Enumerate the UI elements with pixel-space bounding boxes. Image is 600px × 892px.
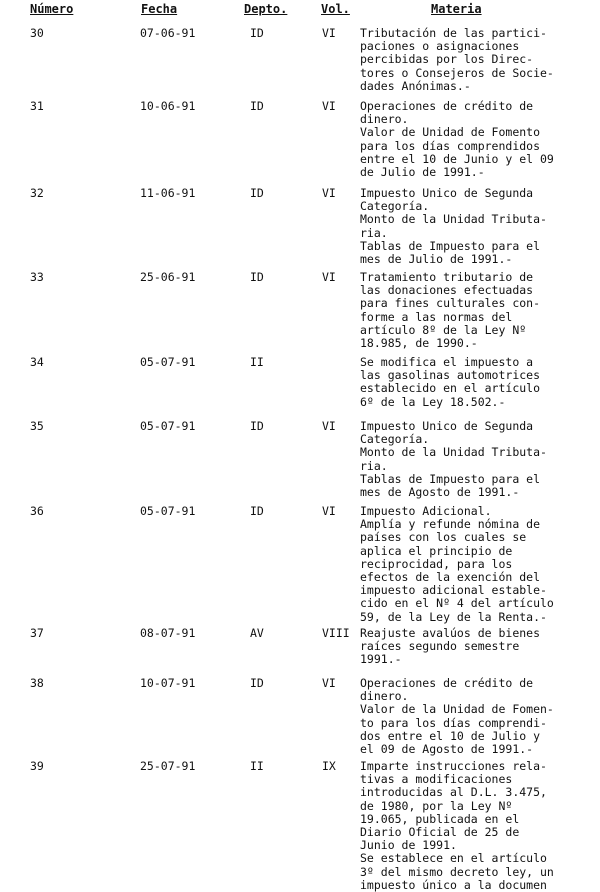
row-fecha: 05-07-91 — [140, 419, 196, 433]
row-depto: ID — [250, 270, 264, 284]
row-fecha: 08-07-91 — [140, 626, 196, 640]
row-vol: VI — [322, 676, 336, 690]
row-depto: ID — [250, 186, 264, 200]
row-materia: Impuesto Adicional. Amplía y refunde nómina de países con los cuales se aplica el principio de reciprocidad, para los efectos de la exención del impuesto adicional estable- cido en el Nº 4 del artículo 59, de la Ley de la Renta.- — [360, 504, 554, 624]
row-vol: VI — [322, 186, 336, 200]
header-vol: Vol. — [321, 2, 350, 16]
row-numero: 34 — [30, 355, 44, 369]
row-vol: VI — [322, 419, 336, 433]
row-materia: Se modifica el impuesto a las gasolinas automotrices establecido en el artículo 6º de la Ley 18.502.- — [360, 355, 541, 409]
row-vol: VI — [322, 270, 336, 284]
row-fecha: 05-07-91 — [140, 504, 196, 518]
row-fecha: 25-07-91 — [140, 759, 196, 773]
row-fecha: 05-07-91 — [140, 355, 196, 369]
row-numero: 31 — [30, 99, 44, 113]
header-depto: Depto. — [244, 2, 288, 16]
row-depto: ID — [250, 26, 264, 40]
row-fecha: 10-07-91 — [140, 676, 196, 690]
row-materia: Tratamiento tributario de las donaciones efectuadas para fines culturales con- forme a las normas del artículo 8º de la Ley Nº 18.985, de 1990.- — [360, 270, 541, 351]
row-materia: Tributación de las partici- paciones o asignaciones percibidas por los Direc- tores o Consejeros de Socie- dades Anónimas.- — [360, 26, 554, 93]
row-numero: 39 — [30, 759, 44, 773]
row-vol: VI — [322, 26, 336, 40]
header-numero: Número — [30, 2, 74, 16]
row-depto: ID — [250, 504, 264, 518]
row-fecha: 25-06-91 — [140, 270, 196, 284]
header-materia: Materia — [431, 2, 482, 16]
row-fecha: 07-06-91 — [140, 26, 196, 40]
row-depto: ID — [250, 676, 264, 690]
row-vol: IX — [322, 759, 336, 773]
header-fecha: Fecha — [141, 2, 178, 16]
row-numero: 38 — [30, 676, 44, 690]
row-vol: VIII — [322, 626, 350, 640]
row-materia: Impuesto Unico de Segunda Categoría. Monto de la Unidad Tributa- ria. Tablas de Impuesto para el mes de Agosto de 1991.- — [360, 419, 547, 500]
row-depto: ID — [250, 99, 264, 113]
row-depto: II — [250, 759, 264, 773]
row-numero: 36 — [30, 504, 44, 518]
row-numero: 32 — [30, 186, 44, 200]
row-depto: II — [250, 355, 264, 369]
row-numero: 30 — [30, 26, 44, 40]
row-materia: Operaciones de crédito de dinero. Valor de Unidad de Fomento para los días comprendidos entre el 10 de Junio y el 09 de Julio de 1991.- — [360, 99, 554, 180]
row-materia: Operaciones de crédito de dinero. Valor de la Unidad de Fomen- to para los días comprendi- dos entre el 10 de Julio y el 09 de Agosto de 1991.- — [360, 676, 554, 757]
row-fecha: 10-06-91 — [140, 99, 196, 113]
row-vol: VI — [322, 99, 336, 113]
row-materia: Imparte instrucciones rela- tivas a modificaciones introducidas al D.L. 3.475, de 1980, por la Ley Nº 19.065, publicada en el Diario Oficial de 25 de Junio de 1991. Se establece en el artículo 3º del mismo decreto ley, un impuesto único a la documen — [360, 759, 554, 892]
row-numero: 33 — [30, 270, 44, 284]
row-depto: ID — [250, 419, 264, 433]
row-fecha: 11-06-91 — [140, 186, 196, 200]
row-numero: 37 — [30, 626, 44, 640]
row-depto: AV — [250, 626, 264, 640]
row-vol: VI — [322, 504, 336, 518]
row-materia: Reajuste avalúos de bienes raíces segundo semestre 1991.- — [360, 626, 541, 667]
row-materia: Impuesto Unico de Segunda Categoría. Monto de la Unidad Tributa- ria. Tablas de Impuesto para el mes de Julio de 1991.- — [360, 186, 547, 267]
row-numero: 35 — [30, 419, 44, 433]
